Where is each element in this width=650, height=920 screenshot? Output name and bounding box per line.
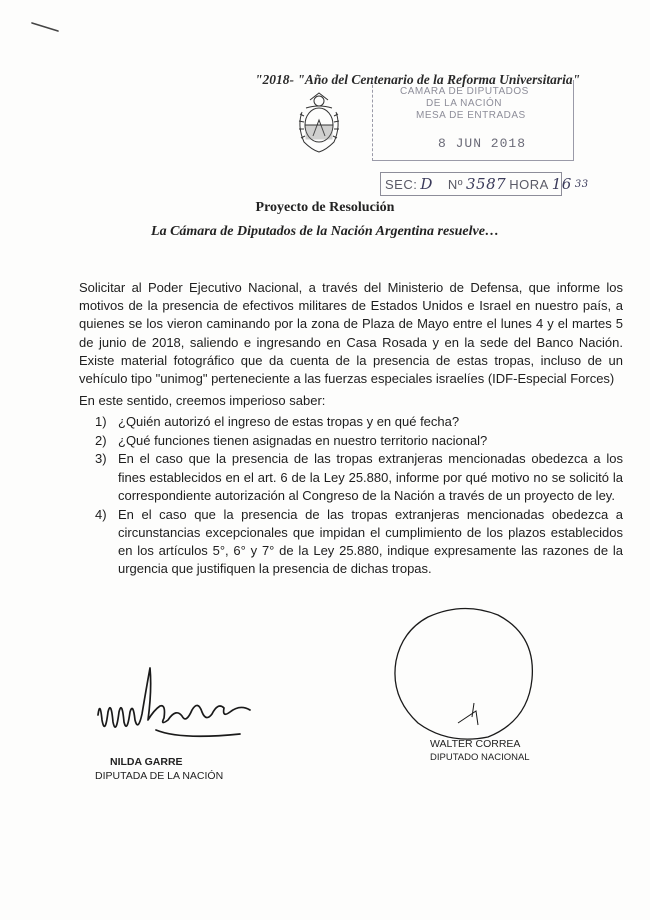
list-item — [95, 413, 623, 431]
stamp-hora-minutes: 33 — [574, 178, 589, 190]
body-paragraph: Solicitar al Poder Ejecutivo Nacional, a través del Ministerio de Defensa, que informe los motivos de la presencia de efectivos militares de Estados Unidos e Israel en nuestro país, a quienes se los vieron caminando por la zona de Plaza de Mayo entre el lunes 4 y el martes 5 de junio de 2018, saliendo e ingresando en Casa Rosada y en la sede del Banco Nación. Existe material fotográfico que da cuenta de la presencia de estas tropas, incluso de un vehículo tipo "unimog" perteneciente a las fuerzas especiales israelíes (IDF-Especial Forces) — [79, 280, 623, 387]
questions-lead: En este sentido, creemos imperioso saber: — [79, 393, 326, 408]
stamp-line-2: DE LA NACIÓN — [426, 98, 503, 109]
document-title: Proyecto de Resolución — [255, 200, 395, 215]
signature-garre — [90, 660, 260, 750]
signature-correa — [388, 605, 538, 745]
question-number: 3) — [95, 451, 107, 467]
pen-mark — [30, 20, 60, 34]
coat-of-arms-icon — [296, 92, 342, 154]
question-number: 2) — [95, 432, 107, 448]
stamp-line-1: CAMARA DE DIPUTADOS — [400, 86, 529, 97]
signer-name-left: NILDA GARRE — [110, 756, 183, 768]
signer-name-right: WALTER CORREA — [430, 738, 521, 750]
question-number: 4) — [95, 506, 107, 522]
question-text: ¿Quién autorizó el ingreso de estas tropas y en qué fecha? — [118, 414, 460, 429]
stamp-line-3: MESA DE ENTRADAS — [416, 110, 526, 121]
stamp-hora-label: HORA — [509, 176, 549, 192]
signer-role-right: DIPUTADO NACIONAL — [430, 752, 530, 763]
questions-list — [95, 413, 623, 579]
stamp-sec-label: SEC: — [385, 176, 418, 192]
question-text: En el caso que la presencia de las tropas extranjeras mencionadas obedezca a circunstancias excepcionales que impidan el cumplimiento de los plazos establecidos en los artículos 5°, 6° y 7° de la Ley 25.880, indique expresamente las razones de la urgencia que justifiquen la presencia de dichas tropas. — [118, 506, 623, 577]
question-text: En el caso que la presencia de las tropas extranjeras mencionadas obedezca a los fines establecidos en el art. 6 de la Ley 25.880, informe por qué motivo no se solicitó la correspondiente autorización al Congreso de la Nación a través de un proyecto de ley. — [118, 451, 623, 503]
list-item — [95, 506, 623, 579]
stamp-sec-box — [380, 172, 589, 196]
stamp-num-label: Nº — [447, 176, 464, 192]
year-title: "2018- "Año del Centenario de la Reforma Universitaria" — [255, 72, 581, 87]
stamp-hora-value: 16 — [551, 175, 572, 193]
stamp-sec-value: D — [420, 175, 433, 193]
list-item — [95, 450, 623, 505]
reception-stamp — [372, 80, 589, 198]
question-text: ¿Qué funciones tienen asignadas en nuestro territorio nacional? — [118, 432, 488, 448]
question-number: 1) — [95, 414, 107, 429]
stamp-date: 8 JUN 2018 — [438, 136, 527, 151]
list-item — [95, 432, 623, 450]
stamp-num-value: 3587 — [466, 175, 507, 193]
signer-role-left: DIPUTADA DE LA NACIÓN — [95, 770, 224, 782]
document-subtitle: La Cámara de Diputados de la Nación Argentina resuelve… — [151, 224, 499, 239]
